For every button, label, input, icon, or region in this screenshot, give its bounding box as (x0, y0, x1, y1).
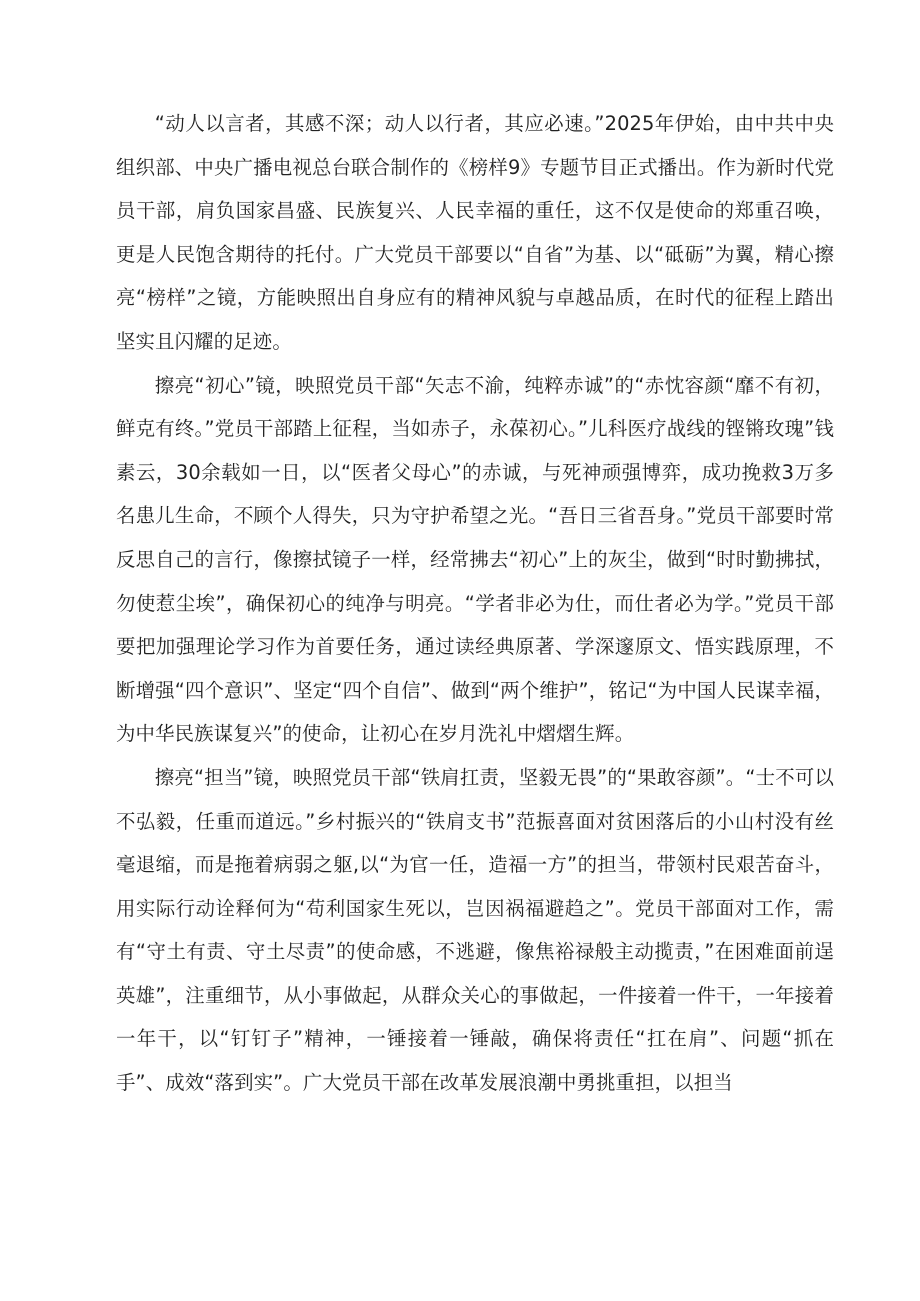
paragraph-responsibility: 擦亮“担当”镜，映照党员干部“铁肩扛责，坚毅无畏”的“果敢容颜”。“士不可以不弘毅，任重而道远。”乡村振兴的“铁肩支书”范振喜面对贫困落后的小山村没有丝毫退缩，而是拖着病弱之躯,以“为官一任，造福一方”的担当，带领村民艰苦奋斗，用实际行动诠释何为“苟利国家生死以，岂因祸福避趋之”。党员干部面对工作，需有“守土有责、守土尽责”的使命感，不逃避，像焦裕禄般主动揽责，”在困难面前逞英雄”，注重细节，从小事做起，从群众关心的事做起，一件接着一件干，一年接着一年干，以“钉钉子”精神，一锤接着一锤敲，确保将责任“扛在肩”、问题“抓在手”、成效“落到实”。广大党员干部在改革发展浪潮中勇挑重担，以担当 (116, 765, 834, 1095)
document-body (116, 102, 834, 1105)
paragraph-original-aspiration: 擦亮“初心”镜，映照党员干部“矢志不渝，纯粹赤诚”的“赤忱容颜“靡不有初，鲜克有终。”党员干部踏上征程，当如赤子，永葆初心。”儿科医疗战线的铿锵玫瑰”钱素云，30余载如一日，以“医者父母心”的赤诚，与死神顽强博弈，成功挽救3万多名患儿生命，不顾个人得失，只为守护希望之光。“吾日三省吾身。”党员干部要时常反思自己的言行，像擦拭镜子一样，经常拂去“初心”上的灰尘，做到“时时勤拂拭，勿使惹尘埃”，确保初心的纯净与明亮。“学者非必为仕，而仕者必为学。”党员干部要把加强理论学习作为首要任务，通过读经典原著、学深邃原文、悟实践原理，不断增强“四个意识”、坚定“四个自信”、做到“两个维护”，铭记“为中国人民谋幸福，为中华民族谋复兴”的使命，让初心在岁月洗礼中熠熠生辉。 (116, 373, 834, 746)
paragraph-intro: “动人以言者，其感不深；动人以行者，其应必速。”2025年伊始，由中共中央组织部、中央广播电视总台联合制作的《榜样9》专题节目正式播出。作为新时代党员干部，肩负国家昌盛、民族复兴、人民幸福的重任，这不仅是使命的郑重召唤，更是人民饱含期待的托付。广大党员干部要以“自省”为基、以“砥砺”为翼，精心擦亮“榜样”之镜，方能映照出自身应有的精神风貌与卓越品质，在时代的征程上踏出坚实且闪耀的足迹。 (116, 112, 834, 353)
